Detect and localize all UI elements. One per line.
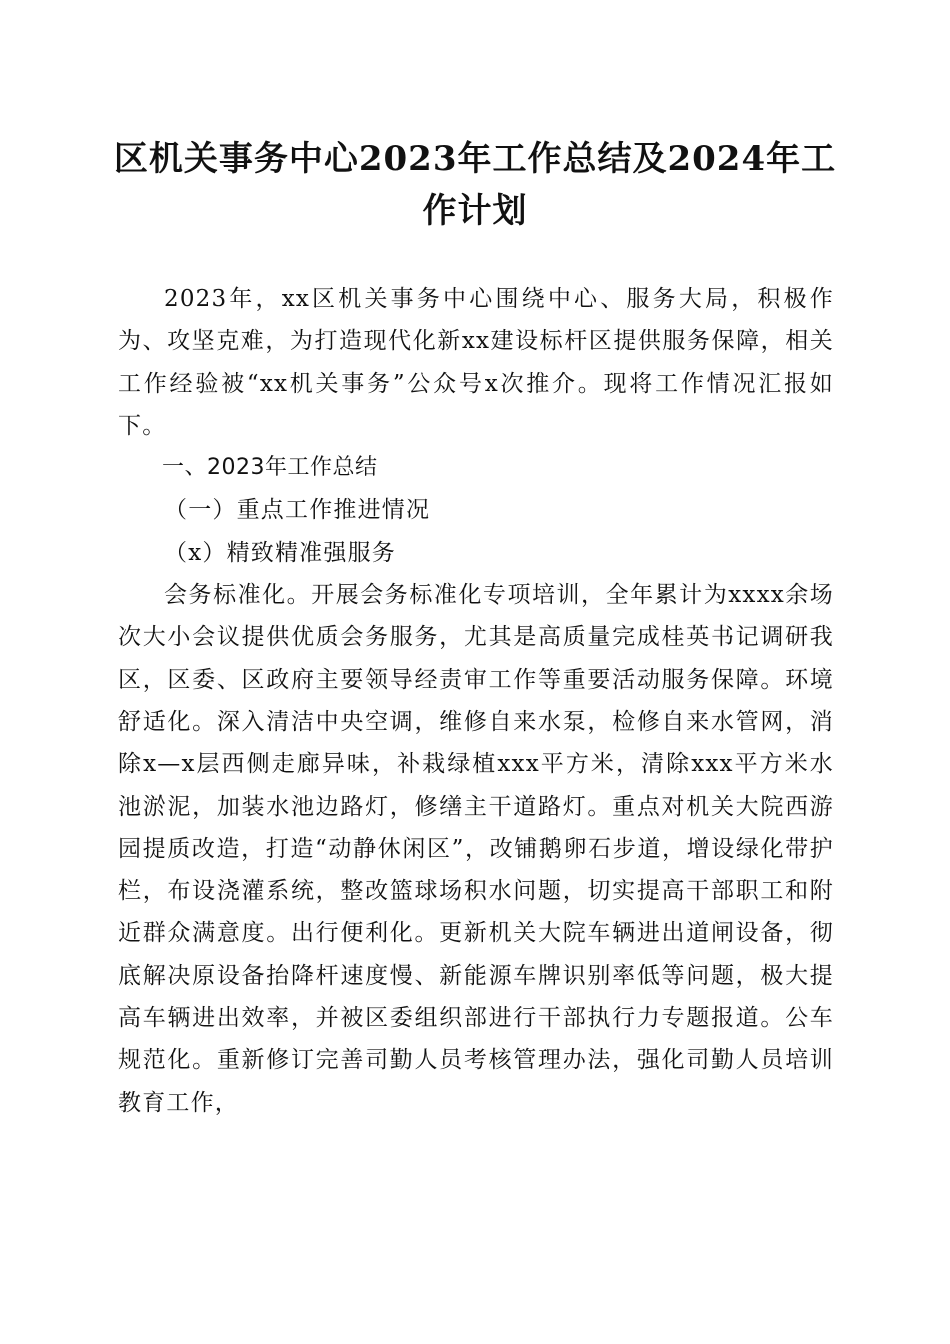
- item-body-paragraph: 会务标准化。开展会务标准化专项培训，全年累计为xxxx余场次大小会议提供优质会务服务，尤其是高质量完成桂英书记调研我区，区委、区政府主要领导经责审工作等重要活动服务保障。环境舒适化。深入清洁中央空调，维修自来水泵，检修自来水管网，消除x—x层西侧走廊异味，补栽绿植xxx平方米，清除xxx平方米水池淤泥，加装水池边路灯，修缮主干道路灯。重点对机关大院西游园提质改造，打造“动静休闲区”，改铺鹅卵石步道，增设绿化带护栏，布设浇灌系统，整改篮球场积水问题，切实提高干部职工和附近群众满意度。出行便利化。更新机关大院车辆进出道闸设备，彻底解决原设备抬降杆速度慢、新能源车牌识别率低等问题，极大提高车辆进出效率，并被区委组织部进行干部执行力专题报道。公车规范化。重新修订完善司勤人员考核管理办法，强化司勤人员培训教育工作，: [118, 582, 834, 1116]
- subsection-heading: （一）重点工作推进情况: [164, 497, 431, 524]
- intro-paragraph: 2023年，xx区机关事务中心围绕中心、服务大局，积极作为、攻坚克难，为打造现代化新xx建设标杆区提供服务保障，相关工作经验被“xx机关事务”公众号x次推介。现将工作情况汇报如下。: [118, 286, 834, 439]
- document-title: 区机关事务中心2023年工作总结及2024年工作计划: [113, 139, 837, 231]
- item-heading: （x）精致精准强服务: [164, 539, 396, 566]
- section-heading: 一、2023年工作总结: [162, 455, 378, 481]
- document-body: [118, 278, 834, 1124]
